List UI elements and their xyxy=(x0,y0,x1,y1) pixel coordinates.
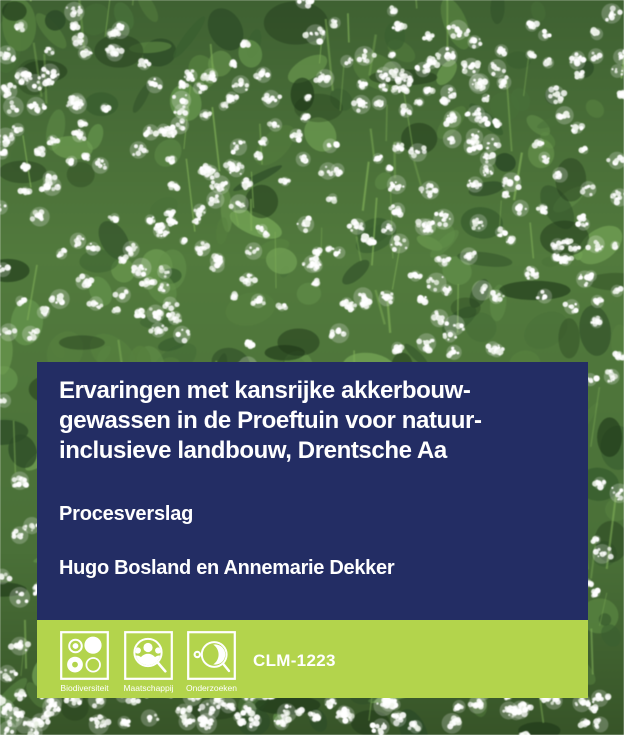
title-panel xyxy=(37,362,588,620)
biodiversiteit-icon xyxy=(60,631,109,680)
title-line-3: inclusieve landbouw, Drentsche Aa xyxy=(59,437,447,464)
title-line-2: gewassen in de Proeftuin voor natuur- xyxy=(59,407,482,434)
onderzoeken-label: Onderzoeken xyxy=(185,683,238,693)
maatschappij-icon xyxy=(124,631,173,680)
maatschappij-label: Maatschappij xyxy=(123,683,174,693)
onderzoeken-icon xyxy=(187,631,236,680)
footer-bar xyxy=(37,620,588,698)
biodiversiteit-icon-block xyxy=(60,631,109,694)
report-authors: Hugo Bosland en Annemarie Dekker xyxy=(59,557,395,579)
title-line-1: Ervaringen met kansrijke akkerbouw- xyxy=(59,377,471,404)
report-title xyxy=(59,376,482,466)
maatschappij-icon-block xyxy=(124,631,173,694)
report-code: CLM-1223 xyxy=(253,651,336,670)
biodiversiteit-label: Biodiversiteit xyxy=(60,683,109,693)
onderzoeken-icon-block xyxy=(187,631,236,694)
report-subtitle: Procesverslag xyxy=(59,503,194,525)
